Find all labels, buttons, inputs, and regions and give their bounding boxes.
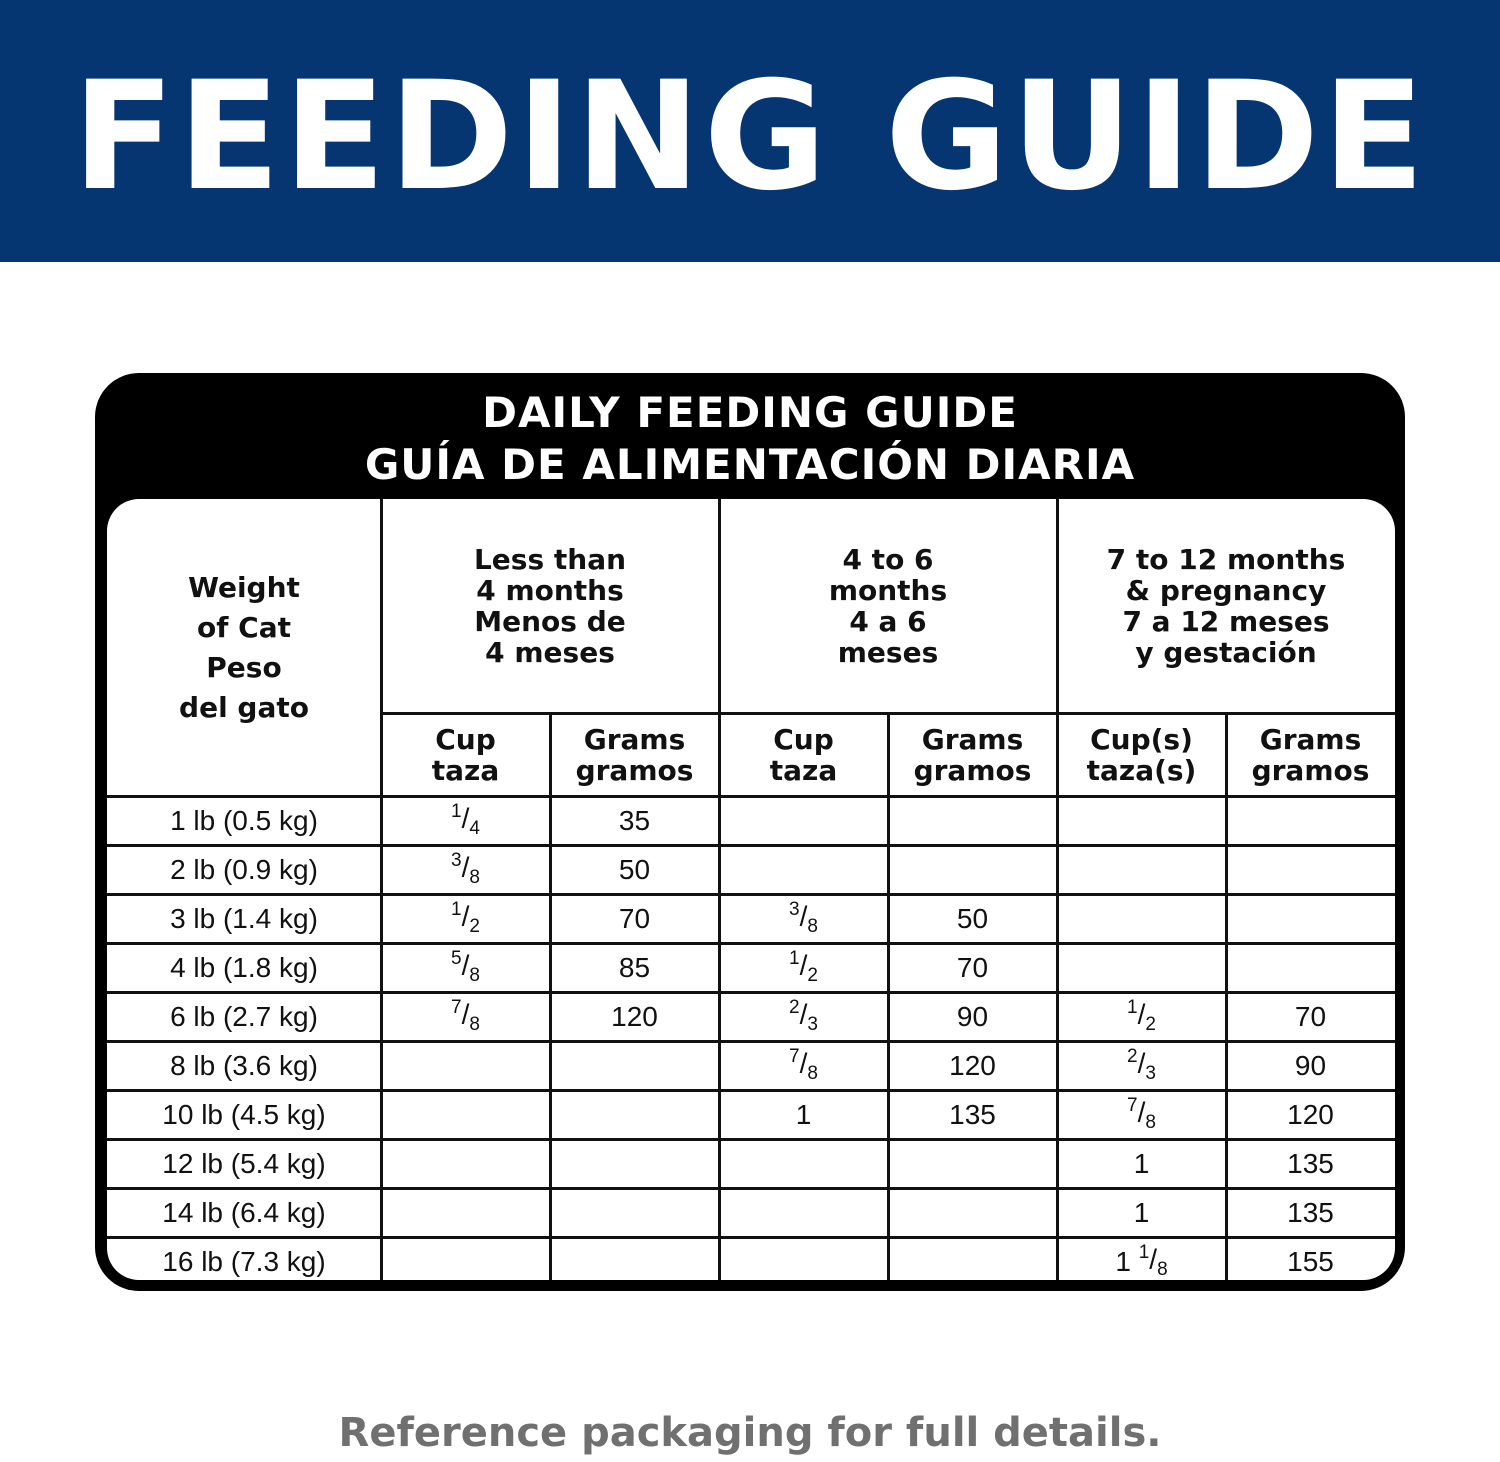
- cup-cell: $^1/_4$: [451, 801, 480, 839]
- cup-cell: [719, 1188, 888, 1237]
- cup-header: Cup(s) taza(s): [1086, 722, 1197, 787]
- weight-header: Weight of Cat Peso del gato: [179, 570, 309, 724]
- grams-cell: [888, 796, 1057, 845]
- grid-divider: [107, 893, 1395, 896]
- cup-cell: [719, 845, 888, 894]
- weight-cell: 14 lb (6.4 kg): [162, 1196, 326, 1228]
- feeding-table: [107, 499, 1395, 1280]
- cup-cell: 1: [1133, 1147, 1150, 1179]
- cup-cell: [381, 1090, 550, 1139]
- grams-cell: 90: [956, 1000, 989, 1032]
- grams-cell: [550, 1041, 719, 1090]
- weight-cell: 8 lb (3.6 kg): [170, 1049, 318, 1081]
- cup-cell: [381, 1237, 550, 1280]
- grid-divider: [107, 1040, 1395, 1043]
- cup-cell: [381, 1139, 550, 1188]
- grams-cell: 120: [1287, 1098, 1334, 1130]
- weight-cell: 10 lb (4.5 kg): [162, 1098, 326, 1130]
- grams-cell: [550, 1237, 719, 1280]
- grams-cell: [550, 1090, 719, 1139]
- grid-divider: [1225, 713, 1228, 1280]
- cup-cell: $^2/_3$: [789, 997, 818, 1035]
- grid-divider: [381, 712, 1395, 715]
- grams-cell: [1226, 894, 1395, 943]
- cup-cell: 1: [795, 1098, 812, 1130]
- grid-divider: [887, 713, 890, 1280]
- grams-cell: [888, 1237, 1057, 1280]
- weight-cell: 12 lb (5.4 kg): [162, 1147, 326, 1179]
- cup-cell: $^1/_2$: [1127, 997, 1156, 1035]
- page-title: FEEDING GUIDE: [72, 50, 1428, 224]
- grams-cell: [550, 1188, 719, 1237]
- cup-cell: 1: [1133, 1196, 1150, 1228]
- grid-divider: [107, 942, 1395, 945]
- grams-cell: 35: [618, 804, 651, 836]
- cup-cell: [1057, 845, 1226, 894]
- weight-cell: 4 lb (1.8 kg): [170, 951, 318, 983]
- grams-header: Grams gramos: [575, 722, 694, 787]
- grams-cell: [550, 1139, 719, 1188]
- grams-cell: 135: [1287, 1196, 1334, 1228]
- grams-cell: [1226, 943, 1395, 992]
- grid-divider: [107, 991, 1395, 994]
- cup-cell: $^2/_3$: [1127, 1046, 1156, 1084]
- header-banner: [0, 0, 1500, 262]
- grams-cell: 135: [949, 1098, 996, 1130]
- grid-divider: [107, 1236, 1395, 1239]
- grams-cell: 135: [1287, 1147, 1334, 1179]
- cup-cell: $^7/_8$: [1127, 1095, 1156, 1133]
- cup-header: Cup taza: [431, 722, 500, 787]
- cup-cell: $^5/_8$: [451, 948, 480, 986]
- weight-cell: 1 lb (0.5 kg): [170, 804, 318, 836]
- grid-divider: [107, 844, 1395, 847]
- age-group-header: Less than 4 months Menos de 4 meses: [473, 543, 627, 669]
- grams-cell: [888, 1139, 1057, 1188]
- grid-divider: [549, 713, 552, 1280]
- grams-cell: 155: [1287, 1245, 1334, 1277]
- grams-cell: 90: [1294, 1049, 1327, 1081]
- grams-cell: [888, 845, 1057, 894]
- card-title-es: GUÍA DE ALIMENTACIÓN DIARIA: [364, 440, 1136, 489]
- grid-divider: [1056, 499, 1059, 1280]
- card-title: [95, 387, 1405, 491]
- grams-cell: 50: [618, 853, 651, 885]
- weight-cell: 2 lb (0.9 kg): [170, 853, 318, 885]
- grams-cell: 120: [611, 1000, 658, 1032]
- cup-cell: [719, 1139, 888, 1188]
- cup-header: Cup taza: [769, 722, 838, 787]
- grid-divider: [380, 499, 383, 1280]
- cup-cell: [719, 1237, 888, 1280]
- cup-cell: [719, 796, 888, 845]
- grid-divider: [107, 1187, 1395, 1190]
- cup-cell: $^3/_8$: [451, 850, 480, 888]
- cup-cell: $^1/_2$: [789, 948, 818, 986]
- grams-cell: 70: [1294, 1000, 1327, 1032]
- grid-divider: [718, 499, 721, 1280]
- cup-cell: [1057, 796, 1226, 845]
- age-group-header: 4 to 6 months 4 a 6 meses: [828, 543, 948, 669]
- weight-cell: 6 lb (2.7 kg): [170, 1000, 318, 1032]
- grid-divider: [107, 1138, 1395, 1141]
- cup-cell: [1057, 894, 1226, 943]
- cup-cell: $^1/_2$: [451, 899, 480, 937]
- cup-cell: [381, 1188, 550, 1237]
- grid-divider: [107, 795, 1395, 798]
- grams-cell: 70: [618, 902, 651, 934]
- grams-cell: 50: [956, 902, 989, 934]
- grams-cell: 120: [949, 1049, 996, 1081]
- weight-cell: 16 lb (7.3 kg): [162, 1245, 326, 1277]
- card-title-en: DAILY FEEDING GUIDE: [482, 388, 1018, 437]
- grid-divider: [107, 1089, 1395, 1092]
- grams-cell: [1226, 796, 1395, 845]
- cup-cell: $^7/_8$: [451, 997, 480, 1035]
- grams-header: Grams gramos: [913, 722, 1032, 787]
- grams-cell: 85: [618, 951, 651, 983]
- cup-cell: 1 $^1/_8$: [1115, 1242, 1168, 1280]
- age-group-header: 7 to 12 months & pregnancy 7 a 12 meses y gestación: [1106, 543, 1346, 669]
- grams-header: Grams gramos: [1251, 722, 1370, 787]
- cup-cell: [1057, 943, 1226, 992]
- grams-cell: [1226, 845, 1395, 894]
- grams-cell: [888, 1188, 1057, 1237]
- footer-note: Reference packaging for full details.: [338, 1410, 1162, 1456]
- weight-cell: 3 lb (1.4 kg): [170, 902, 318, 934]
- grams-cell: 70: [956, 951, 989, 983]
- cup-cell: [381, 1041, 550, 1090]
- cup-cell: $^3/_8$: [789, 899, 818, 937]
- cup-cell: $^7/_8$: [789, 1046, 818, 1084]
- feeding-guide-card: [95, 373, 1405, 1291]
